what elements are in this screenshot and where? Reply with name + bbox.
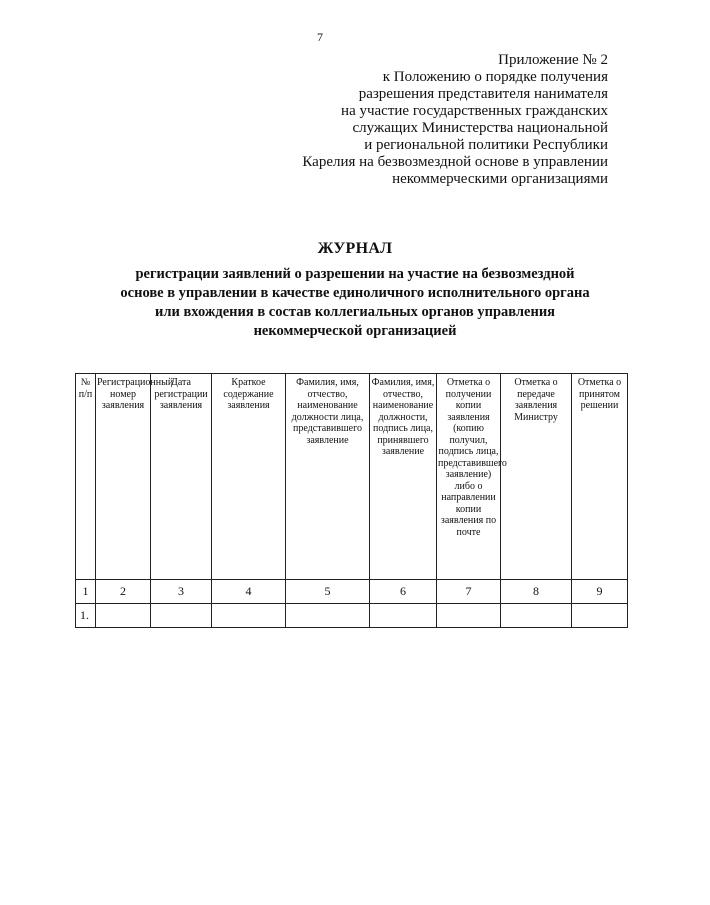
table-cell [437, 604, 501, 628]
table-cell [96, 604, 151, 628]
column-number: 4 [212, 580, 286, 604]
appendix-line: к Положению о порядке получения [382, 69, 608, 85]
table-cell [572, 604, 628, 628]
column-number: 5 [286, 580, 370, 604]
column-number: 1 [76, 580, 96, 604]
table-cell [370, 604, 437, 628]
column-number: 7 [437, 580, 501, 604]
header-row [76, 374, 628, 580]
header-cell-reg-date: Дата регистрации заявления [151, 374, 212, 580]
header-cell-reg-number: Регистрационный номер заявления [96, 374, 151, 580]
header-cell-copy-mark: Отметка о получении копии заявления (копию получил, подпись лица, представившего заявление) либо о направлении копии заявления по почте [437, 374, 501, 580]
header-cell-receiver: Фамилия, имя, отчество, наименование должности, подпись лица, принявшего заявление [370, 374, 437, 580]
appendix-line: и региональной политики Республики [364, 137, 608, 153]
header-cell-summary: Краткое содержание заявления [212, 374, 286, 580]
subtitle-line: или вхождения в состав коллегиальных органов управления [154, 304, 556, 320]
header-cell-decision-mark: Отметка о принятом решении [572, 374, 628, 580]
column-number: 3 [151, 580, 212, 604]
journal-table [75, 373, 628, 628]
table-row [76, 604, 628, 628]
appendix-line: Карелия на безвозмездной основе в управлении [302, 154, 608, 170]
subtitle-line: некоммерческой организацией [253, 323, 457, 339]
header-cell-submitter: Фамилия, имя, отчество, наименование должности лица, представившего заявление [286, 374, 370, 580]
table-cell [151, 604, 212, 628]
column-number: 6 [370, 580, 437, 604]
appendix-line: служащих Министерства национальной [352, 120, 608, 136]
column-number-row [76, 580, 628, 604]
page-number: 7 [317, 30, 323, 44]
column-number: 8 [501, 580, 572, 604]
appendix-line: некоммерческими организациями [392, 171, 608, 187]
appendix-line: разрешения представителя нанимателя [358, 86, 608, 102]
table-cell [501, 604, 572, 628]
document-subtitle [70, 265, 640, 341]
column-number: 2 [96, 580, 151, 604]
subtitle-line: основе в управлении в качестве единоличного исполнительного органа [120, 285, 590, 301]
document-title: ЖУРНАЛ [317, 240, 393, 257]
column-number: 9 [572, 580, 628, 604]
table-cell: 1. [76, 604, 96, 628]
header-cell-number: № п/п [76, 374, 96, 580]
appendix-line: на участие государственных гражданских [341, 103, 608, 119]
table-cell [212, 604, 286, 628]
appendix-note [278, 52, 608, 188]
subtitle-line: регистрации заявлений о разрешении на участие на безвозмездной [135, 266, 575, 282]
table-cell [286, 604, 370, 628]
header-cell-transfer-mark: Отметка о передаче заявления Министру [501, 374, 572, 580]
appendix-line: Приложение № 2 [498, 52, 608, 68]
